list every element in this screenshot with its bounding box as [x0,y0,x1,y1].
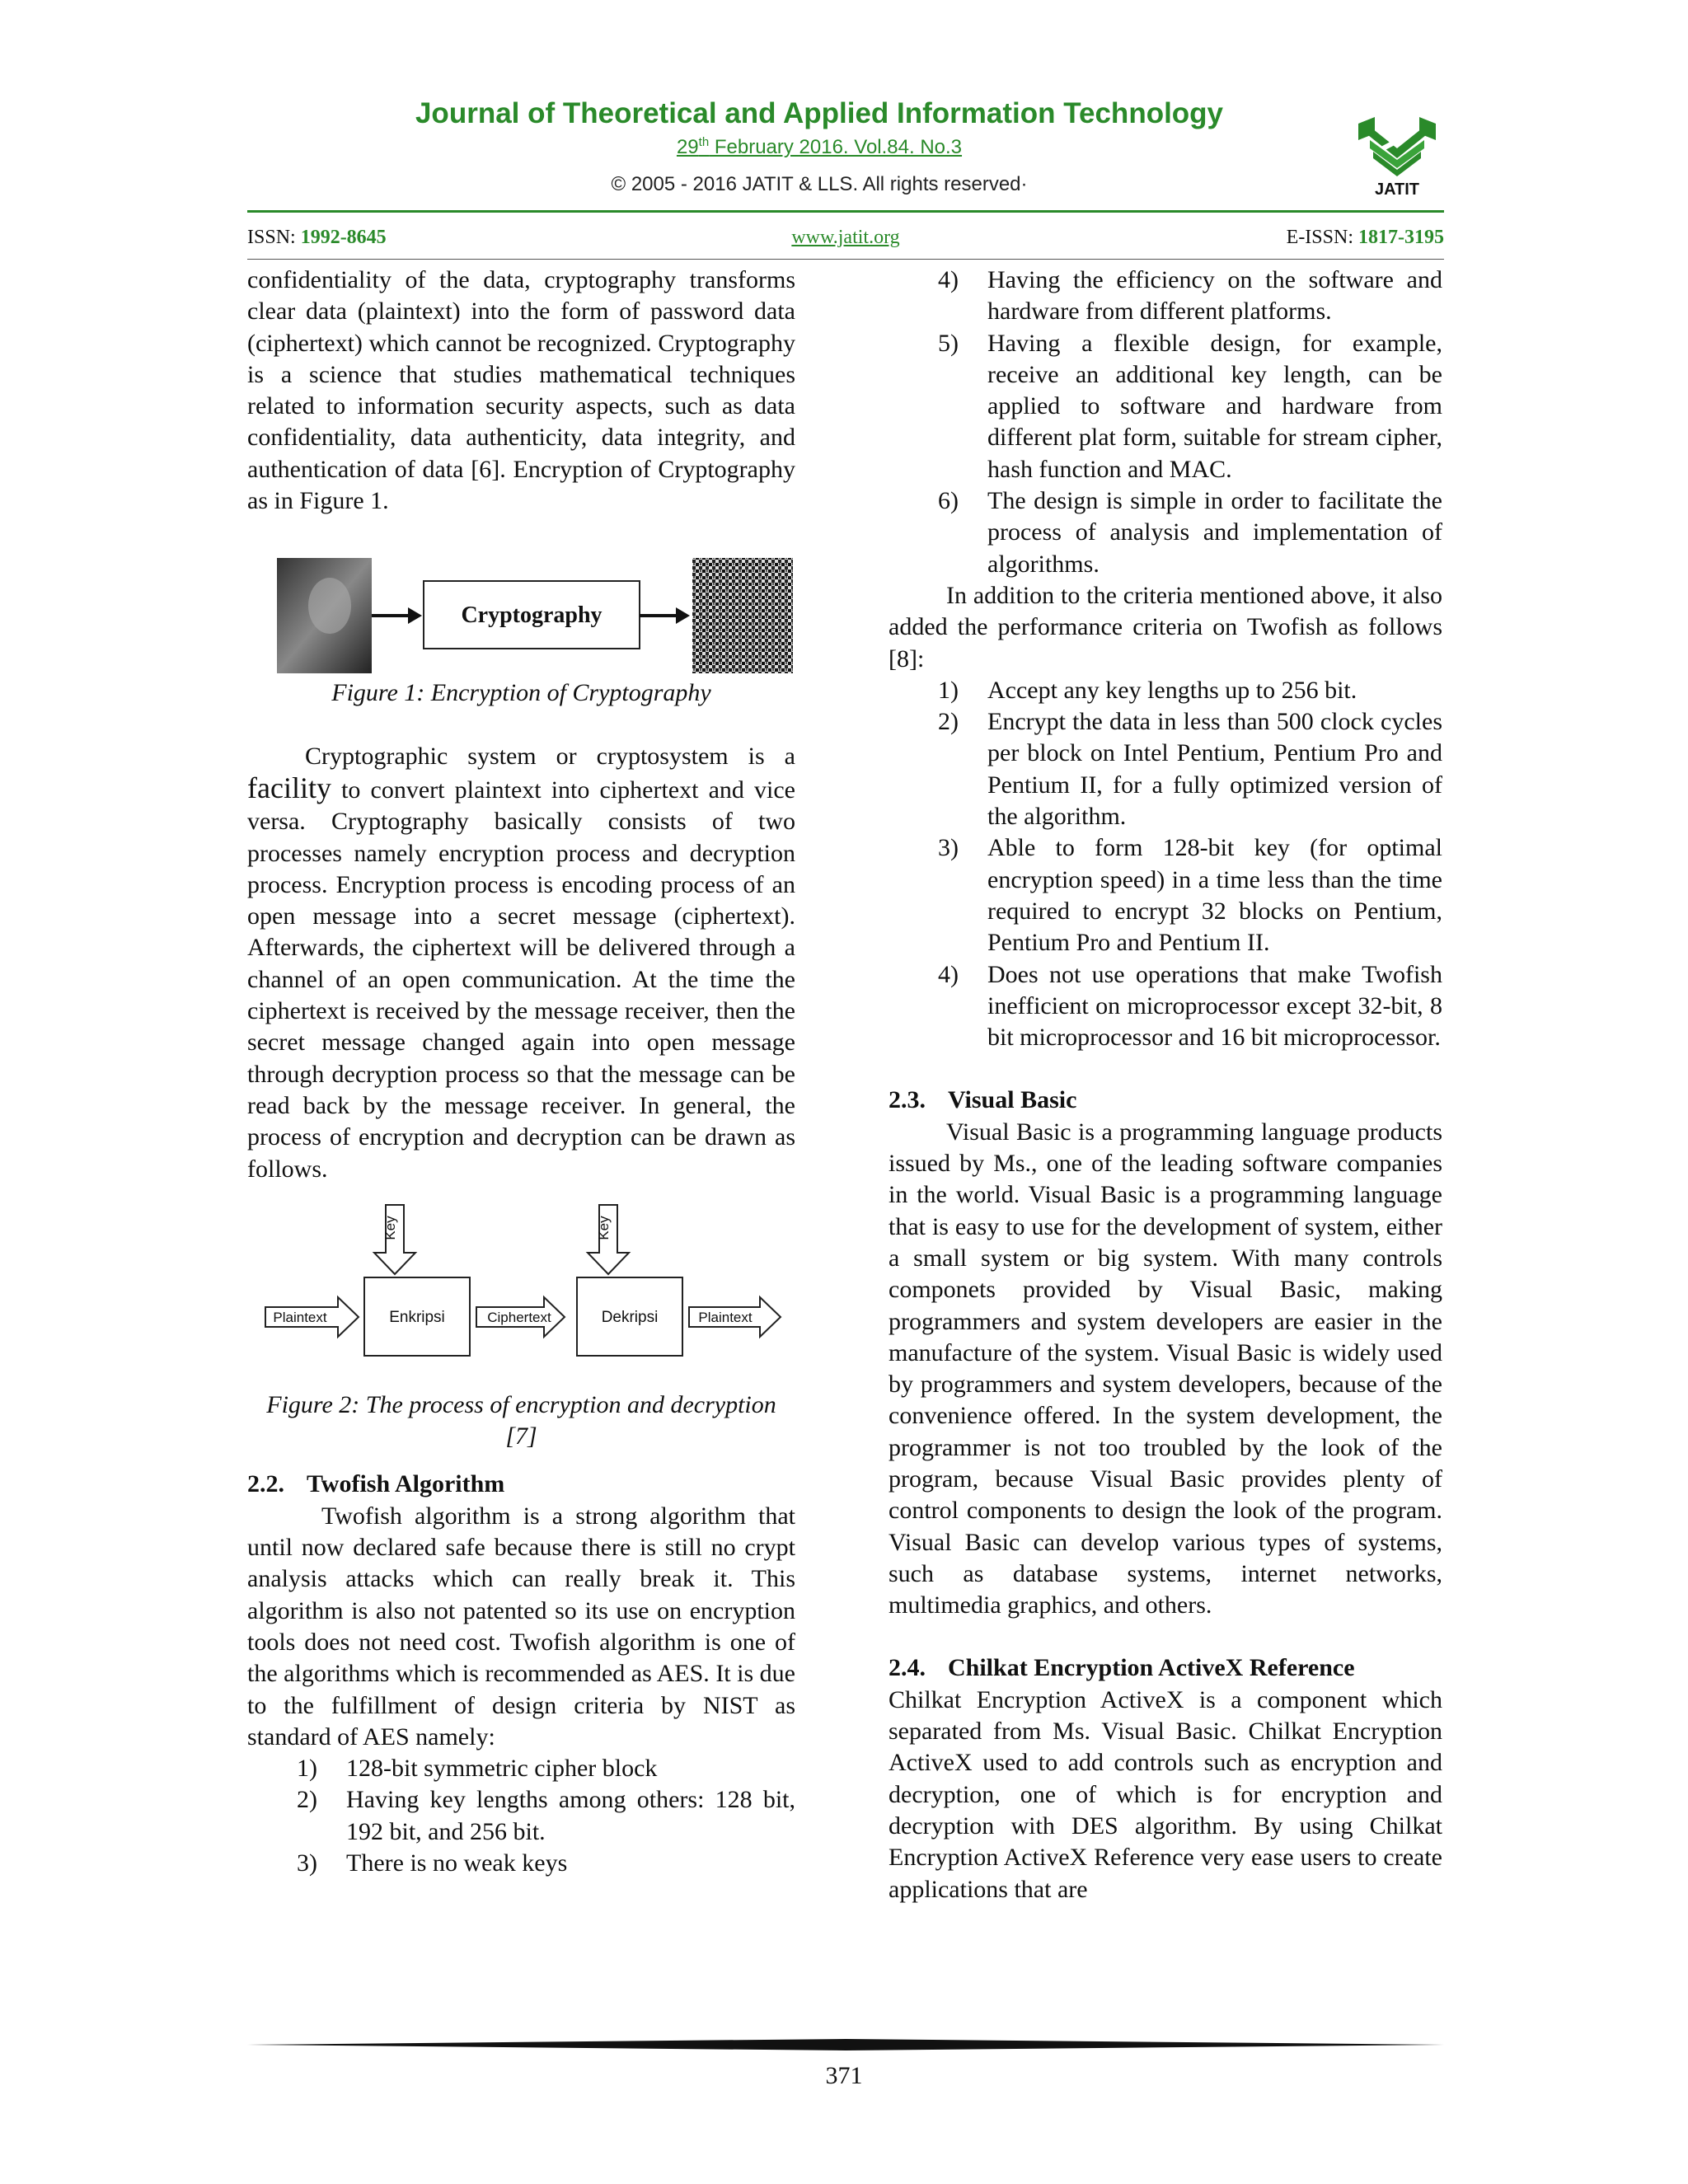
figure-2 [247,1203,795,1385]
jatit-logo [1352,109,1442,199]
footer-rule [247,2039,1444,2050]
paragraph: In addition to the criteria mentioned above, it also added the performance criteria on Twofish as follows [8]: [889,581,1442,673]
paragraph: confidentiality of the data, cryptography transforms clear data (plaintext) into the form of password data (ciphertext) which cannot be recognized. Cryptography is a science that studies mathematical techniques related to information security aspects, such as data confidentiality, data authenticity, data integrity, and authentication of data [6]. Encryption of Cryptography as in Figure 1. [247,266,795,515]
list-item: 4) Having the efficiency on the software and hardware from different platforms. [938,266,1442,326]
list-item: 1) 128-bit symmetric cipher block [297,1755,658,1783]
page-number: 371 [825,2062,863,2089]
svg-text:Ciphertext: Ciphertext [487,1309,551,1325]
figure-2-diagram [247,1203,795,1385]
list-item: 1) Accept any key lengths up to 256 bit. [938,676,1357,704]
section-heading-2-2: 2.2. Twofish Algorithm [247,1470,505,1498]
svg-text:Dekripsi: Dekripsi [601,1308,659,1326]
list-item: 5) Having a flexible design, for example, receive an additional key length, can be applied to software and hardware from different plat form, suitable for stream cipher, hash function and MAC. [938,329,1442,483]
paragraph: Twofish algorithm is a strong algorithm that until now declared safe because there is still no crypt analysis attacks which can really break it. This algorithm is also not patented so its use on encryption tools does not need cost. Twofish algorithm is one of the algorithms which is recommended as AES. It is due to the fulfillment of design criteria by NIST as standard of AES namely: [247,1502,795,1750]
left-column [247,265,795,1879]
paragraph: Chilkat Encryption ActiveX is a component which separated from Ms. Visual Basic. Chilkat Encryption ActiveX used to add controls such as encryption and decryption, one of which is for encryption and decryption with DES algorithm. By using Chilkat Encryption ActiveX Reference very ease users to create applications that are [889,1685,1442,1903]
design-criteria-list-continued [889,265,1442,580]
list-item: 2) Having key lengths among others: 128 bit, 192 bit, and 256 bit. [297,1786,795,1845]
figure-2-caption: Figure 2: The process of encryption and decryption [7] [266,1390,776,1451]
list-item: 6) The design is simple in order to facilitate the process of analysis and implementation of algorithms. [938,487,1442,578]
list-item: 3) Able to form 128-bit key (for optimal encryption speed) in a time less than the time required to encrypt 32 blocks on Pentium, Pentium Pro and Pentium II. [938,834,1442,957]
paragraph: Visual Basic is a programming language products issued by Ms., one of the leading software companies in the world. Visual Basic is a programming language that is easy to use for the development of system, either a small system or big system. With many controls componets provided by Visual Basic, making programmers and system developers are easier in the manufacture of the system. Visual Basic is widely used by programmers and system developers, because of the convenience offered. In the system development, the programmer is not too troubled by the look of the program, because Visual Basic provides plenty of control components to design the look of the program. Visual Basic can develop various types of systems, such as database systems, internet networks, multimedia graphics, and others. [889,1118,1442,1619]
issn: ISSN: 1992-8645 [247,227,387,248]
arrow-icon [408,607,422,624]
issue-date: 29th February 2016. Vol.84. No.3 [676,135,963,158]
performance-criteria-list [889,675,1442,1054]
right-column [889,265,1442,1905]
svg-text:JATIT: JATIT [1374,180,1420,199]
figure-1-caption: Figure 1: Encryption of Cryptography [331,679,711,707]
list-item: 3) There is no weak keys [297,1849,568,1877]
svg-text:Plaintext: Plaintext [273,1309,327,1325]
copyright-line: © 2005 - 2016 JATIT & LLS. All rights reserved· [611,173,1028,195]
svg-text:Enkripsi: Enkripsi [389,1308,445,1326]
paragraph: Cryptographic system or cryptosystem is a facility to convert plaintext into ciphertext and vice versa. Cryptography basically consists of two processes namely encryption process and decryption process. Encryption process is encoding process of an open message into a secret message (ciphertext). Afterwards, the ciphertext will be delivered through a channel of an open communication. At the time the ciphertext is received by the message receiver, then the secret message changed again into open message through decryption process so that the message can be read back by the message receiver. In general, the process of encryption and decryption can be drawn as follows. [247,742,795,1183]
header-rule [247,210,1444,213]
cipher-image [692,558,793,673]
arrow-icon [676,607,690,624]
svg-text:Key: Key [382,1216,398,1240]
svg-text:Key: Key [596,1216,612,1240]
journal-title: Journal of Theoretical and Applied Information Technology [415,97,1224,129]
list-item: 4) Does not use operations that make Twofish inefficient on microprocessor except 32-bit, 8 bit microprocessor and 16 bit microprocessor. [938,960,1442,1052]
website-link[interactable]: www.jatit.org [791,227,900,248]
section-heading-2-4: 2.4. Chilkat Encryption ActiveX Reference [889,1654,1355,1682]
figure-1 [247,556,795,676]
figure-1-diagram [247,556,795,676]
section-heading-2-3: 2.3. Visual Basic [889,1086,1077,1114]
design-criteria-list [247,1753,795,1879]
list-item: 2) Encrypt the data in less than 500 clock cycles per block on Intel Pentium, Pentium Pro and Pentium II, for a fully optimized version of the algorithm. [938,708,1442,831]
eissn: E-ISSN: 1817-3195 [1286,227,1444,248]
svg-text:Cryptography: Cryptography [461,602,603,629]
issn-rule [247,259,1444,260]
svg-text:Plaintext: Plaintext [698,1309,753,1325]
